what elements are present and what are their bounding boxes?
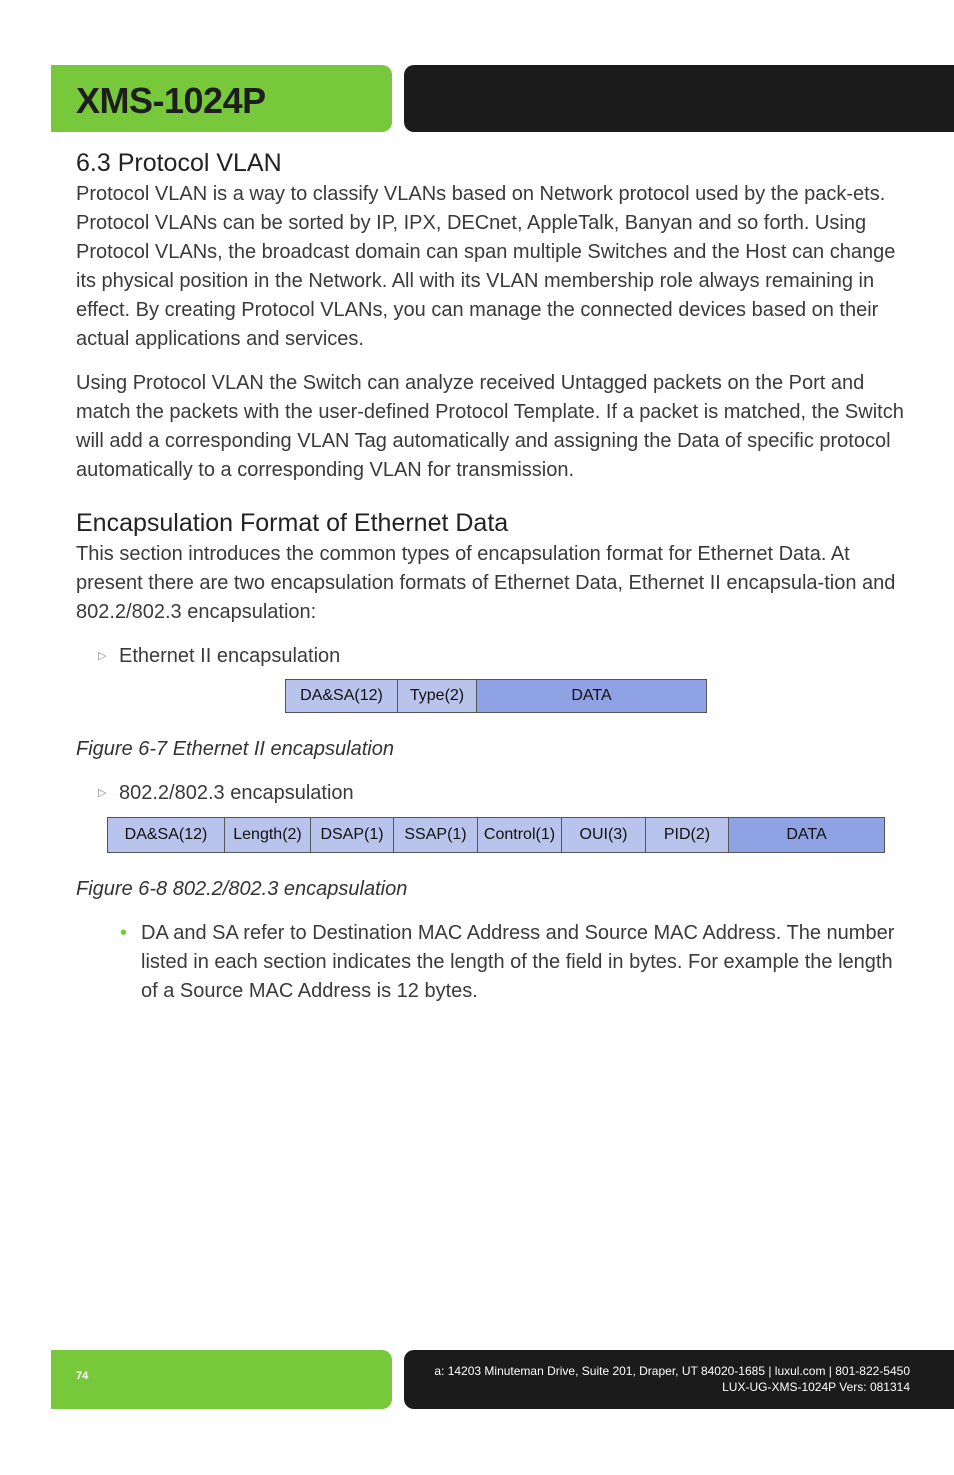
field-length: Length(2) [225, 818, 311, 852]
bullet-ethernet-ii [76, 642, 912, 671]
footer-doc-version: LUX-UG-XMS-1024P Vers: 081314 [722, 1380, 910, 1394]
field-ssap: SSAP(1) [394, 818, 478, 852]
field-data: DATA [477, 680, 706, 712]
header-green-bar [51, 65, 392, 132]
bullet-text: Ethernet II encapsulation [119, 645, 341, 667]
section-heading: 6.3 Protocol VLAN [76, 149, 282, 177]
main-content [76, 146, 912, 1006]
footer-green-bar [51, 1350, 392, 1409]
subsection-heading: Encapsulation Format of Ethernet Data [76, 509, 509, 537]
figure-caption-1: Figure 6-7 Ethernet II encapsulation [76, 738, 394, 760]
field-dsap: DSAP(1) [311, 818, 394, 852]
field-data: DATA [729, 818, 884, 852]
footer-info [434, 1363, 910, 1395]
bullet-802-encapsulation [76, 779, 912, 808]
figure-caption-2: Figure 6-8 802.2/802.3 encapsulation [76, 878, 408, 900]
footer-address: a: 14203 Minuteman Drive, Suite 201, Draper, UT 84020-1685 | luxul.com | 801-822-5450 [434, 1364, 910, 1378]
triangle-bullet-icon: ▷ [98, 787, 107, 799]
page-number: 74 [76, 1370, 89, 1382]
dot-bullet-icon: • [120, 922, 128, 944]
field-control: Control(1) [478, 818, 562, 852]
ethernet-ii-frame-diagram [285, 679, 707, 713]
field-da-sa: DA&SA(12) [286, 680, 398, 712]
bullet-text: 802.2/802.3 encapsulation [119, 782, 354, 804]
footer-black-bar [404, 1350, 954, 1409]
document-title: XMS-1024P [76, 80, 266, 121]
note-bullet [76, 919, 912, 1006]
field-pid: PID(2) [646, 818, 729, 852]
paragraph-2: Using Protocol VLAN the Switch can analyze received Untagged packets on the Port and match the packets with the user-defined Protocol Template. If a packet is matched, the Switch will add a corresponding VLAN Tag automatically and assigning the Data of specific protocol automatically to a corresponding VLAN for transmission. [76, 372, 904, 481]
note-text: DA and SA refer to Destination MAC Address and Source MAC Address. The number listed in each section indicates the length of the field in bytes. For example the length of a Source MAC Address is 12 bytes. [141, 922, 895, 1002]
ieee-802-frame-diagram [107, 817, 885, 853]
paragraph-1: Protocol VLAN is a way to classify VLANs based on Network protocol used by the pack-ets. Protocol VLANs can be sorted by IP, IPX, DECnet, AppleTalk, Banyan and so forth. Using Protocol VLANs, the broadcast domain can span multiple Switches and the Host can change its physical position in the Network. All with its VLAN membership role always remaining in effect. By creating Protocol VLANs, you can manage the connected devices based on their actual applications and services. [76, 183, 896, 350]
triangle-bullet-icon: ▷ [98, 650, 107, 662]
field-da-sa: DA&SA(12) [108, 818, 225, 852]
header-black-bar [404, 65, 954, 132]
field-type: Type(2) [398, 680, 477, 712]
subsection-intro: This section introduces the common types of encapsulation format for Ethernet Data. At present there are two encapsulation formats of Ethernet Data, Ethernet II encapsula-tion and 802.2/802.3 encapsulation: [76, 543, 896, 623]
field-oui: OUI(3) [562, 818, 646, 852]
